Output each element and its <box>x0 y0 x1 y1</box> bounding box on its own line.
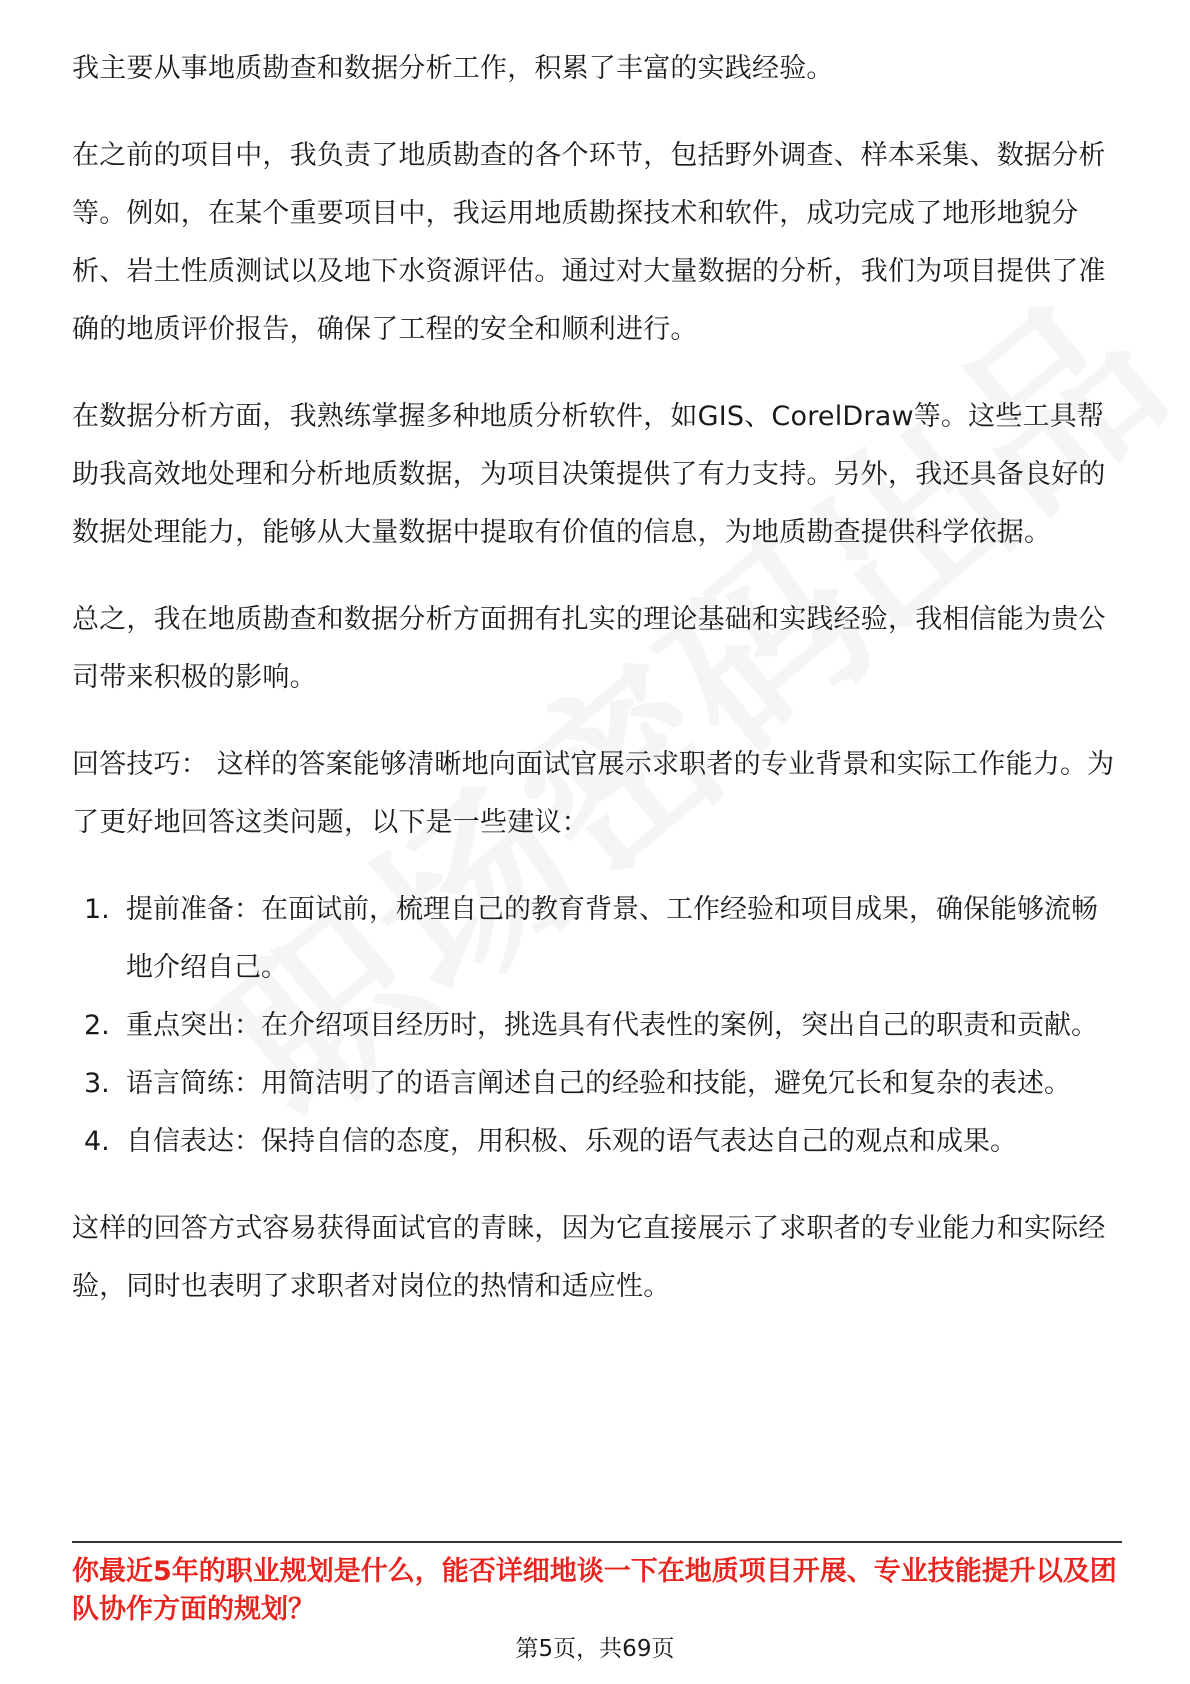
list-item <box>72 881 1122 997</box>
document-body <box>72 40 1122 1345</box>
tips-list <box>72 881 1122 1171</box>
section-divider <box>72 1541 1122 1543</box>
next-question-heading: 你最近5年的职业规划是什么，能否详细地谈一下在地质项目开展、专业技能提升以及团队协作方面的规划？ <box>72 1556 1117 1625</box>
paragraph-summary: 总之，我在地质勘查和数据分析方面拥有扎实的理论基础和实践经验，我相信能为贵公司带来积极的影响。 <box>72 604 1106 693</box>
list-text: 自信表达：保持自信的态度，用积极、乐观的语气表达自己的观点和成果。 <box>126 1126 1017 1157</box>
page-footer: 第5页，共69页 <box>515 1636 675 1662</box>
paragraph-project-experience: 在之前的项目中，我负责了地质勘查的各个环节，包括野外调查、样本采集、数据分析等。例如，在某个重要项目中，我运用地质勘探技术和软件，成功完成了地形地貌分析、岩土性质测试以及地下水资源评估。通过对大量数据的分析，我们为项目提供了准确的地质评价报告，确保了工程的安全和顺利进行。 <box>72 140 1106 345</box>
paragraph-answer-tips: 回答技巧： 这样的答案能够清晰地向面试官展示求职者的专业背景和实际工作能力。为了更好地回答这类问题，以下是一些建议： <box>72 749 1115 838</box>
list-item <box>72 1055 1122 1113</box>
list-text: 语言简练：用简洁明了的语言阐述自己的经验和技能，避免冗长和复杂的表述。 <box>126 1068 1071 1099</box>
paragraph-intro: 我主要从事地质勘查和数据分析工作，积累了丰富的实践经验。 <box>72 53 834 84</box>
paragraph-closing: 这样的回答方式容易获得面试官的青睐，因为它直接展示了求职者的专业能力和实际经验，同时也表明了求职者对岗位的热情和适应性。 <box>72 1213 1106 1302</box>
list-number: 2. <box>84 1010 110 1041</box>
list-text: 提前准备：在面试前，梳理自己的教育背景、工作经验和项目成果，确保能够流畅地介绍自己。 <box>126 894 1098 983</box>
list-item <box>72 997 1122 1055</box>
list-text: 重点突出：在介绍项目经历时，挑选具有代表性的案例，突出自己的职责和贡献。 <box>126 1010 1098 1041</box>
list-number: 3. <box>84 1068 110 1099</box>
list-number: 1. <box>84 894 110 925</box>
list-number: 4. <box>84 1126 110 1157</box>
list-item <box>72 1113 1122 1171</box>
paragraph-data-analysis: 在数据分析方面，我熟练掌握多种地质分析软件，如GIS、CorelDraw等。这些工具帮助我高效地处理和分析地质数据，为项目决策提供了有力支持。另外，我还具备良好的数据处理能力，能够从大量数据中提取有价值的信息，为地质勘查提供科学依据。 <box>72 401 1106 548</box>
